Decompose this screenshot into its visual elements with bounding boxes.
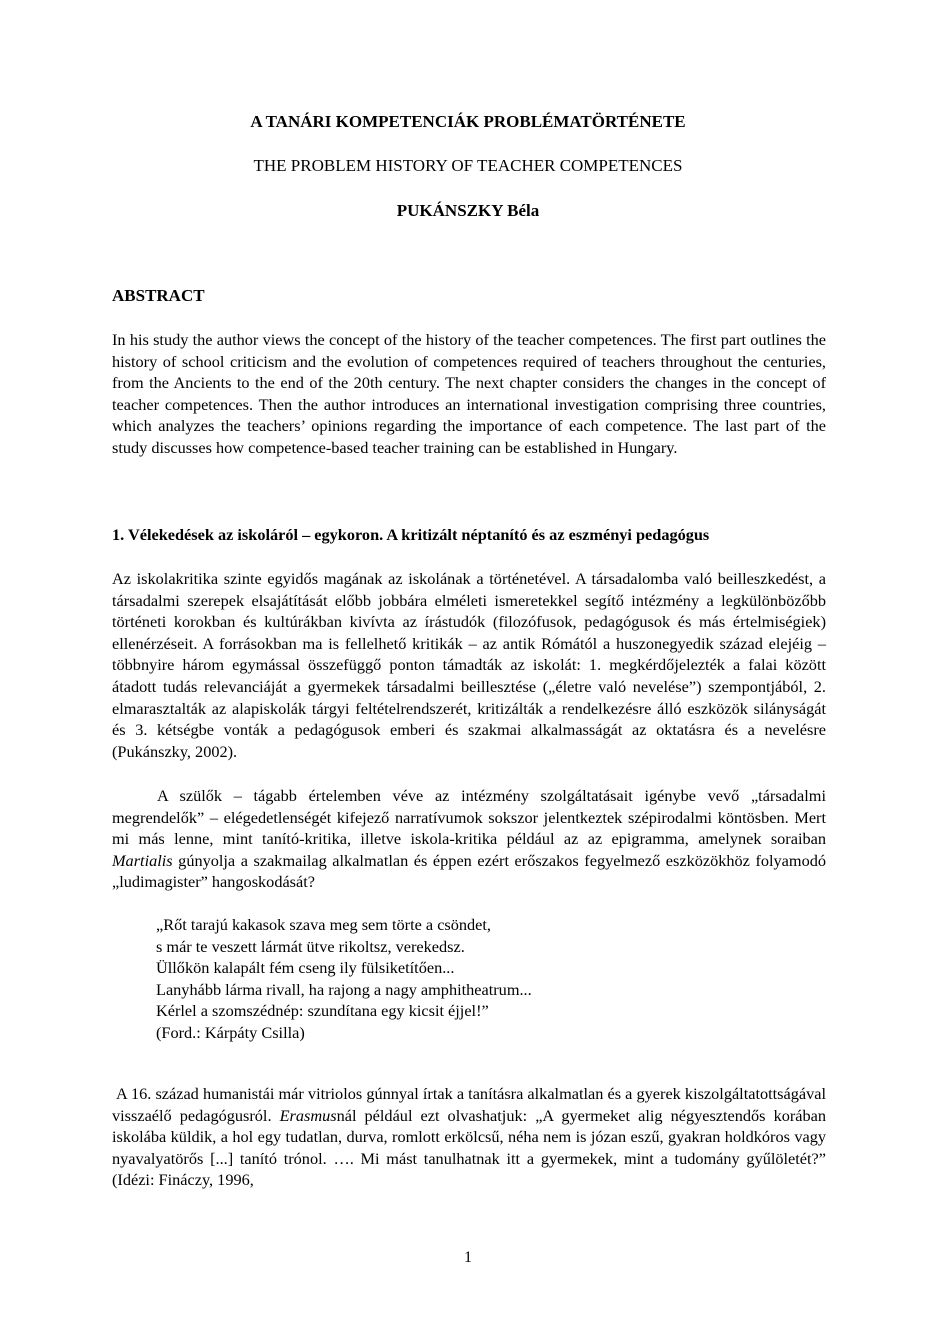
document-title: A TANÁRI KOMPETENCIÁK PROBLÉMATÖRTÉNETE	[250, 112, 686, 131]
paragraph-3-text-after: nál például ezt olvashatjuk: „A gyermeket alig négyesztendős korában iskolába küldik, a hol egy tudatlan, durva, romlott erkölcsű, néha nem is józan eszű, gyakran holdkóros vagy nyavalyatörős [...] tanító trónol. …. Mi mást tanulhatnak itt a gyermekek, mint a tudomány gyűlöletét?” (Idézi: Fináczy, 1996,	[112, 1105, 827, 1190]
body-paragraph-3	[112, 1083, 826, 1191]
poem-line: Üllőkön kalapált fém cseng ily fülsiketítően...	[156, 958, 455, 978]
body-paragraph-1: Az iskolakritika szinte egyidős magának az iskolának a történetével. A társadalomba való beilleszkedést, a társadalmi szerepek elsajátítását előbb jobbára elméleti ismeretekkel segítő intézmény a legkülönbözőbb történeti korokban és kultúrákban kivívta az írástudók (filozófusok, pedagógusok és más értelmiségiek) ellenérzéseit. A forrásokban ma is fellelhető kritikák – az antik Rómától a huszonegyedik század elejéig – többnyire három egymással összefüggő ponton támadták az iskolát: 1. megkérdőjelezték a falai között átadott tudás relevanciáját a gyermekek társadalmi beillesztése („életre való nevelése”) szempontjából, 2. elmarasztalták az alapiskolák tárgyi feltételrendszerét, kritizálták a rendelkezésre álló eszközök silányságát és 3. kétségbe vonták a pedagógusok emberi és szakmai alkalmasságát az oktatásra és a nevelésre (Pukánszky, 2002).	[112, 569, 826, 761]
abstract-text: In his study the author views the concept of the history of the teacher competences. The first part outlines the history of school criticism and the evolution of competences required of teachers throughout the centuries, from the Ancients to the end of the 20th century. The next chapter considers the changes in the concept of teacher competences. Then the author introduces an international investigation comprising three countries, which analyzes the teachers’ opinions regarding the importance of each competence. The last part of the study discusses how competence-based teacher training can be established in Hungary.	[112, 330, 826, 457]
body-paragraph-2	[112, 785, 826, 893]
poem-translator: (Ford.: Kárpáty Csilla)	[156, 1022, 305, 1042]
author-reference-martialis: Martialis	[112, 850, 173, 870]
author-reference-erasmus: Erasmus	[279, 1105, 337, 1125]
section-heading: 1. Vélekedések az iskoláról – egykoron. A kritizált néptanító és az eszményi pedagógus	[112, 525, 710, 544]
paragraph-3-text-before: A 16. század humanistái már vitriolos gúnnyal írtak a tanításra alkalmatlan és a gyerek kiszolgáltatottságával visszaélő pedagógusról.	[112, 1084, 826, 1125]
poem-line: „Rőt tarajú kakasok szava meg sem törte a csöndet,	[156, 915, 492, 934]
poem-line: Lanyhább lárma rivall, ha rajong a nagy amphitheatrum...	[156, 979, 532, 999]
page-number: 1	[464, 1249, 472, 1266]
poem-line: s már te veszett lármát ütve rikoltsz, verekedsz.	[156, 936, 465, 956]
document-subtitle: THE PROBLEM HISTORY OF TEACHER COMPETENCES	[253, 156, 683, 175]
paragraph-2-text-before: A szülők – tágabb értelemben véve az intézmény szolgáltatásait igénybe vevő „társadalmi megrendelők” – elégedetlenségét kifejező narratívumok sokszor jelentkeztek szépirodalmi köntösben. Mert mi más lenne, mint tanító-kritika, illetve iskola-kritika például az az epigramma, amelynek soraiban	[112, 786, 826, 849]
poem-quote	[156, 914, 532, 1044]
author-name: PUKÁNSZKY Béla	[396, 201, 540, 220]
poem-line: Kérlel a szomszédnép: szundítana egy kicsit éjjel!”	[156, 1001, 489, 1021]
paragraph-2-text-after: gúnyolja a szakmailag alkalmatlan és éppen ezért erőszakos fegyelmező eszközökhöz folyamodó „ludimagister” hangoskodását?	[112, 850, 826, 892]
abstract-heading: ABSTRACT	[112, 286, 205, 305]
